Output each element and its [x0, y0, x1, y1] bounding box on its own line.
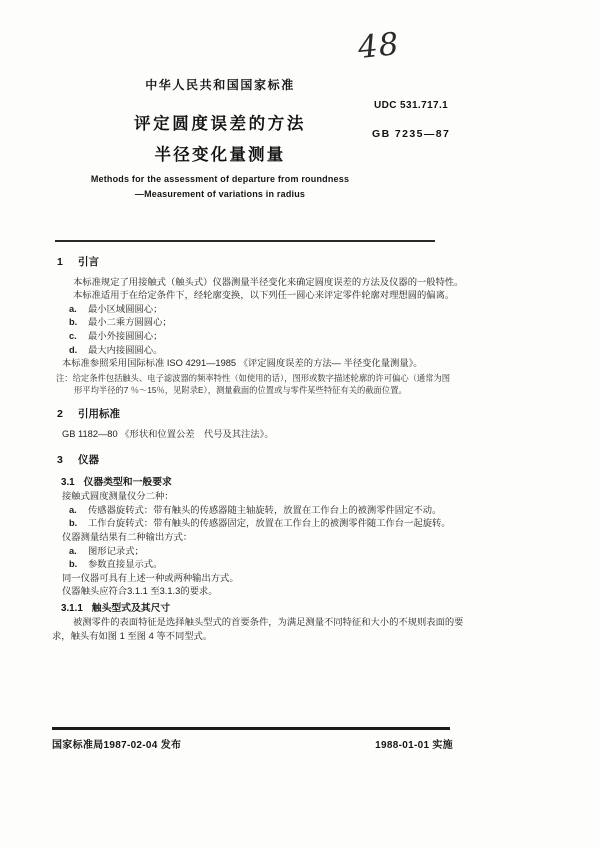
section-number: 2	[57, 407, 63, 420]
header-divider	[55, 240, 435, 242]
list-item-label: a.	[69, 303, 77, 314]
section-3-1-heading	[61, 476, 464, 490]
list-item-text: 最小二乘方圆圆心；	[88, 317, 172, 328]
section-2-heading	[52, 408, 464, 422]
list-item-text: 最小外接圆圆心；	[88, 330, 163, 341]
section-title: 触头型式及其尺寸	[91, 602, 171, 614]
list-item-label: b.	[69, 317, 78, 328]
standard-org-label: 中华人民共和国国家标准	[145, 78, 295, 92]
handwritten-page-number: 48	[356, 25, 402, 67]
list-item-text: 参数直接显示式。	[88, 559, 163, 570]
section-number: 3	[57, 453, 63, 466]
paragraph: GB 1182—80 《形状和位置公差 代号及其注法》。	[62, 429, 274, 440]
footer-divider	[52, 727, 450, 730]
note-block	[52, 372, 464, 396]
list-item-text: 最大内接圆圆心。	[88, 344, 163, 355]
section-number: 3.1.1	[61, 602, 83, 614]
note-line: 注：给定条件包括触头、电子滤波器的频率特性（如使用的话），图形或数字描述轮廓的许可偏心（通常为图	[56, 372, 451, 383]
list-item-label: a.	[69, 504, 77, 515]
section-number: 1	[57, 256, 63, 268]
section-1-heading	[52, 256, 464, 270]
list-item	[52, 517, 464, 531]
section-title: 引言	[78, 256, 99, 268]
list-item-label: d.	[69, 344, 78, 355]
paragraph: 本标准适用于在给定条件下，经轮廓变换，以下列任一圆心来评定零件轮廓对理想圆的偏离。	[73, 290, 455, 301]
paragraph: 接触式圆度测量仪分二种：	[62, 491, 174, 502]
list-item	[52, 545, 464, 559]
paragraph: 同一仪器可具有上述一种或两种输出方式。	[62, 572, 239, 583]
list-item-text: 工作台旋转式：带有触头的传感器固定，放置在工作台上的被测零件随工作台一起旋转。	[88, 518, 451, 529]
list-item-label: b.	[69, 559, 78, 570]
footer-issued-date: 国家标准局1987-02-04 发布	[52, 740, 182, 751]
section-3-1-1-heading	[61, 602, 464, 616]
list-item	[52, 316, 464, 330]
paragraph: 仪器测量结果有二种输出方式：	[62, 531, 193, 542]
paragraph: 求，触头有如图 1 至图 4 等不同型式。	[52, 631, 213, 642]
paragraph: 仪器触头应符合3.1.1 至3.1.3的要求。	[62, 586, 218, 597]
udc-code: UDC 531.717.1	[374, 100, 449, 111]
section-title: 仪器类型和一般要求	[83, 476, 172, 488]
document-body	[52, 256, 464, 644]
list-item-label: c.	[69, 330, 77, 341]
section-number: 3.1	[61, 476, 75, 488]
section-title: 仪器	[78, 453, 99, 466]
footer-effective-date: 1988-01-01 实施	[375, 740, 453, 751]
footer	[52, 736, 453, 751]
list-item	[52, 344, 464, 358]
paragraph: 被测零件的表面特征是选择触头型式的首要条件，为满足测量不同特征和大小的不规则表面的要	[73, 617, 464, 628]
document-title-zh-line1: 评定圆度误差的方法	[134, 115, 306, 133]
list-item	[52, 504, 464, 518]
list-item	[52, 330, 464, 344]
document-title-en-line2: —Measurement of variations in radius	[134, 189, 306, 199]
paragraph: 本标准规定了用接触式（触头式）仪器测量半径变化来确定圆度误差的方法及仪器的一般特性。	[73, 276, 464, 287]
section-3-heading	[52, 454, 464, 468]
document-title-en-line1: Methods for the assessment of departure from roundness	[90, 174, 350, 184]
note-line: 形平均半径的7 ％～15％，见附录E），测量截面的位置或与零件某些特征有关的截面位置。	[74, 384, 407, 395]
list-item-text: 最小区域圆圆心；	[88, 303, 163, 314]
list-item-label: b.	[69, 518, 78, 529]
section-title: 引用标准	[78, 407, 120, 420]
paragraph: 本标准参照采用国际标准 ISO 4291—1985 《评定圆度误差的方法— 半径变化量测量》。	[62, 358, 423, 369]
list-item-text: 传感器旋转式：带有触头的传感器随主轴旋转，放置在工作台上的被测零件固定不动。	[88, 504, 442, 515]
standard-code: GB 7235—87	[372, 128, 451, 140]
document-title-zh-line2: 半径变化量测量	[154, 146, 286, 164]
list-item	[52, 303, 464, 317]
list-item-label: a.	[69, 545, 77, 556]
list-item-text: 图形记录式；	[88, 545, 144, 556]
list-item	[52, 558, 464, 572]
